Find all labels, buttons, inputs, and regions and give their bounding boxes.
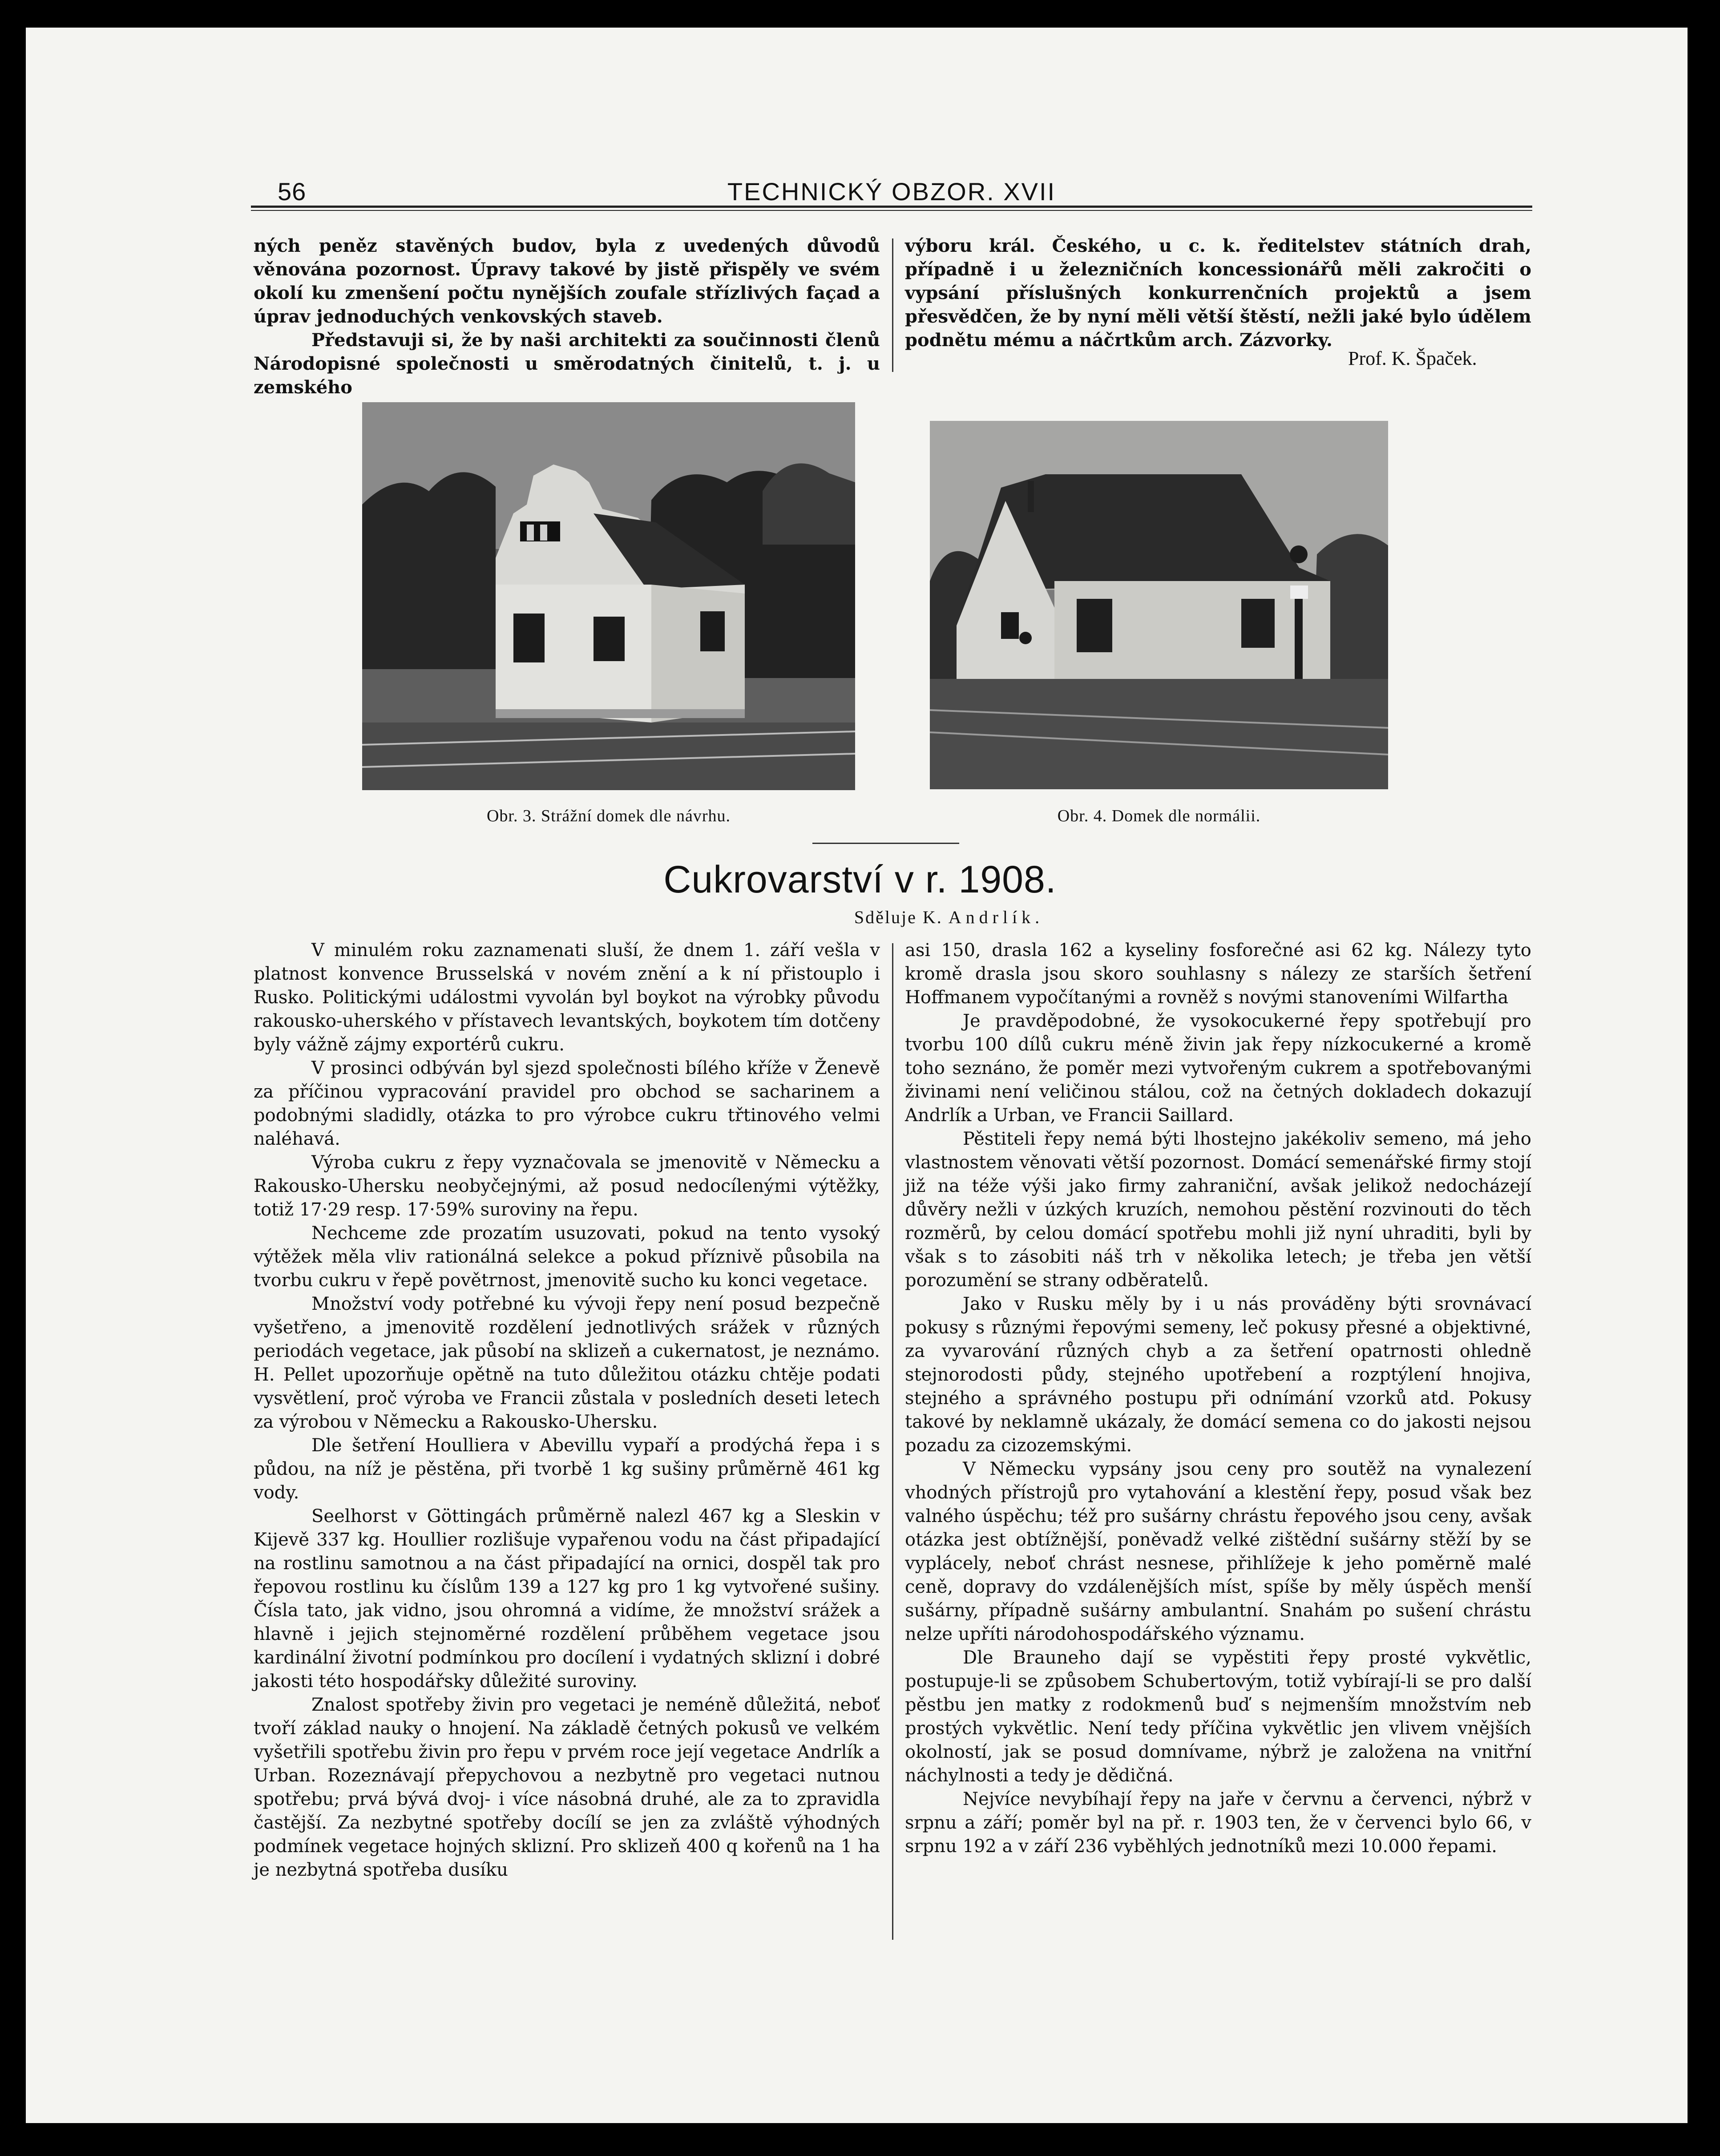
header-rule [251,206,1532,208]
paragraph: Je pravděpodobné, že vysokocukerné řepy spotřebují pro tvorbu 100 dílů cukru méně živin jak řepy nízkocukerné a kromě toho seznáno, že poměr mezi vytvořeným cukrem a spotřebovanými živinami není veličinou stálou, což na četných dokladech dokazují Andrlík a Urban, ve Francii Saillard. [905,1011,1531,1126]
figure-house-photo [930,421,1388,789]
header-rule-thin [251,210,1532,211]
signature: Prof. K. Špaček. [1348,347,1477,369]
paragraph: Dle Brauneho dají se vypěstiti řepy prosté vykvětlic, postupuje-li se způsobem Schubertovým, totiž vybírají-li se pro další pěstbu jen matky z rodokmenů buď s nejmenším množstvím neb prostých vykvětlic. Není tedy příčina vykvětlic jen vlivem vnějších okolností, jak se posud domnívame, nýbrž je založena na vnitřní náchylnosti a tedy je dědičná. [905,1647,1531,1786]
paragraph: ných peněz stavěných budov, byla z uvedených důvodů věnována pozornost. Úpravy takové by jistě přispěly ve svém okolí ku zmenšení počtu nynějších zoufale střízlivých façad a úprav jednoduchých venkovských staveb. [254,235,880,327]
article-title: Cukrovarství v r. 1908. [663,858,1057,901]
paragraph: Množství vody potřebné ku vývoji řepy není posud bezpečně vyšetřeno, a jmenovitě rozdělení jednotlivých srážek v různých periodách vegetace, jak působí na sklizeň a cukernatost, je neznámo. H. Pellet upozorňuje opětně na tuto důležitou otázku chtěje podati vysvětlení, proč výroba ve Francii zůstala v posledních deseti letech za výrobou v Německu a Rakousko-Uhersku. [254,1294,880,1432]
page-number: 56 [278,178,307,206]
page-header [251,151,1532,205]
paragraph: Pěstiteli řepy nemá býti lhostejno jakékoliv semeno, má jeho vlastnostem věnovati větší pozornost. Domácí semenářské firmy stojí již na téže výši jako firmy zahraniční, avšak jelikož nedocházejí důvěry nežli v úzkých kruzích, nemohou pěstění rozvinouti do těch rozměrů, by celou domácí spotřebu mohli již nyní uhraditi, byli by však s to zásobiti náš trh v několika letech; je třeba jen větší porozumění se strany odběratelů. [905,1129,1531,1291]
paragraph: V prosinci odbýván byl sjezd společnosti bílého kříže v Ženevě za příčinou vypracování pravidel pro obchod se sacharinem a podobnými sladidly, otázka to pro výrobce cukru třtinového velmi naléhavá. [254,1058,880,1149]
byline-prefix: Sděluje K. [854,907,943,927]
figure-3-caption: Obr. 3. Strážní domek dle návrhu. [486,807,731,825]
paragraph: Představuji si, že by naši architekti za součinnosti členů Národopisné společnosti u směrodatných činitelů, t. j. u zemského [254,330,880,398]
paragraph: asi 150, drasla 162 a kyseliny fosforečné asi 62 kg. Nálezy tyto kromě drasla jsou skoro souhlasny s nálezy ze starších šetření Hoffmanem vypočítanými a rovněž s novými stanoveními Wilfartha [905,940,1531,1008]
prev-article-right-column [905,234,1531,352]
article-left-column [254,939,880,1882]
byline-author: Andrlík. [948,907,1044,927]
house-photograph [930,421,1388,789]
column-divider [892,943,893,1940]
paragraph: Znalost spotřeby živin pro vegetaci je neméně důležitá, neboť tvoří základ nauky o hnojení. Na základě četných pokusů ve velkém vyšetřili spotřebu živin pro řepu v prvém roce její vegetace Andrlík a Urban. Rozeznávají přepychovou a nezbytně pro vegetaci nutnou spotřebu; prvá bývá dvoj- i více násobná druhé, ale za to zpravidla častější. Za nezbytné spotřeby docílí se jen za zvláště výhodných podmínek vegetace hojných sklizní. Pro sklizeň 400 q kořenů na 1 ha je nezbytná spotřeba dusíku [254,1695,880,1880]
paragraph: Nejvíce nevybíhají řepy na jaře v červnu a červenci, nýbrž v srpnu a září; poměr byl na př. r. 1903 ten, že v červenci bylo 66, v srpnu 192 a v září 236 vyběhlých jednotníků mezi 10.000 řepami. [905,1789,1531,1857]
paragraph: V Německu vypsány jsou ceny pro soutěž na vynalezení vhodných přístrojů pro vytahování a klestění řepy, posud však bez valného úspěchu; též pro sušárny chrástu řepového jsou ceny, avšak otázka jest obtížnější, poněvadž velké zištědní sušárny stěží by se vyplácely, neboť chrást nesnese, přihlížeje k jeho poměrně malé ceně, dopravy do vzdálenějších míst, spíše by měly úspěch menší sušárny, případně sušárny ambulantní. Snahám po sušení chrástu nelze upříti národohospodářského významu. [905,1459,1531,1644]
paragraph: Výroba cukru z řepy vyznačovala se jmenovitě v Německu a Rakousko-Uhersku neobyčejnými, až posud nedocílenými výtěžky, totiž 17·29 resp. 17·59% suroviny na řepu. [254,1152,880,1220]
guardhouse-drawing [362,402,855,790]
title-rule [812,843,959,844]
paragraph: Jako v Rusku měly by i u nás prováděny býti srovnávací pokusy s různými řepovými semeny, leč pokusy přesné a objektivné, za vyvarování různých chyb a za šetření opatrnosti ohledně stejnorodosti půdy, stejného upotřebení a rozptýlení hnojiva, stejného a správného postupu při odnímání vzorků atd. Pokusy takové by neklamně ukázaly, že domácí semena co do jakosti nejsou pozadu za cizozemskými. [905,1294,1531,1456]
prev-article-left-column [254,234,880,399]
paragraph: Nechceme zde prozatím usuzovati, pokud na tento vysoký výtěžek měla vliv rationálná selekce a pokud příznivě působila na tvorbu cukru v řepě povětrnost, jmenovitě sucho ku konci vegetace. [254,1223,880,1291]
paragraph: V minulém roku zaznamenati sluší, že dnem 1. září vešla v platnost konvence Brusselská v novém znění a k ní přistouplo i Rusko. Politickými událostmi vyvolán byl boykot na výrobky původu rakousko-uherského v přístavech levantských, boykotem tím dotčeny byly vážně zájmy exportérů cukru. [254,940,880,1055]
article-byline [0,907,1720,928]
paragraph: Dle šetření Houlliera v Abevillu vypaří a prodýchá řepa i s půdou, na níž je pěstěna, při tvorbě 1 kg sušiny průměrně 461 kg vody. [254,1435,880,1503]
figure-guardhouse-image [362,402,855,790]
column-divider [892,238,893,372]
article-right-column [905,939,1531,1858]
paragraph: výboru král. Českého, u c. k. ředitelstev státních drah, případně i u železničních koncessionářů měli zakročiti o vypsání příslušných konkurrenčních projektů a jsem přesvědčen, že by nyní měli větší štěstí, nežli jaké bylo údělem podnětu mému a náčrtkům arch. Zázvorky. [905,235,1531,351]
paragraph: Seelhorst v Göttingách průměrně nalezl 467 kg a Sleskin v Kijevě 337 kg. Houllier rozlišuje vypařenou vodu na část připadající na rostlinu samotnou a na část připadající na ornici, dospěl tak pro řepovou rostlinu ku číslům 139 a 127 kg pro 1 kg vytvořené sušiny. Čísla tato, jak vidno, jsou ohromná a vidíme, že množství srážek a hlavně i jejich stejnoměrné rozdělení průběhem vegetace jsou kardinální životní podmínkou pro docílení i vydatných sklizní i dobré jakosti této hospodářsky důležité suroviny. [254,1506,880,1692]
figure-4-caption: Obr. 4. Domek dle normálii. [1057,807,1261,825]
journal-title: TECHNICKÝ OBZOR. XVII [727,178,1056,206]
